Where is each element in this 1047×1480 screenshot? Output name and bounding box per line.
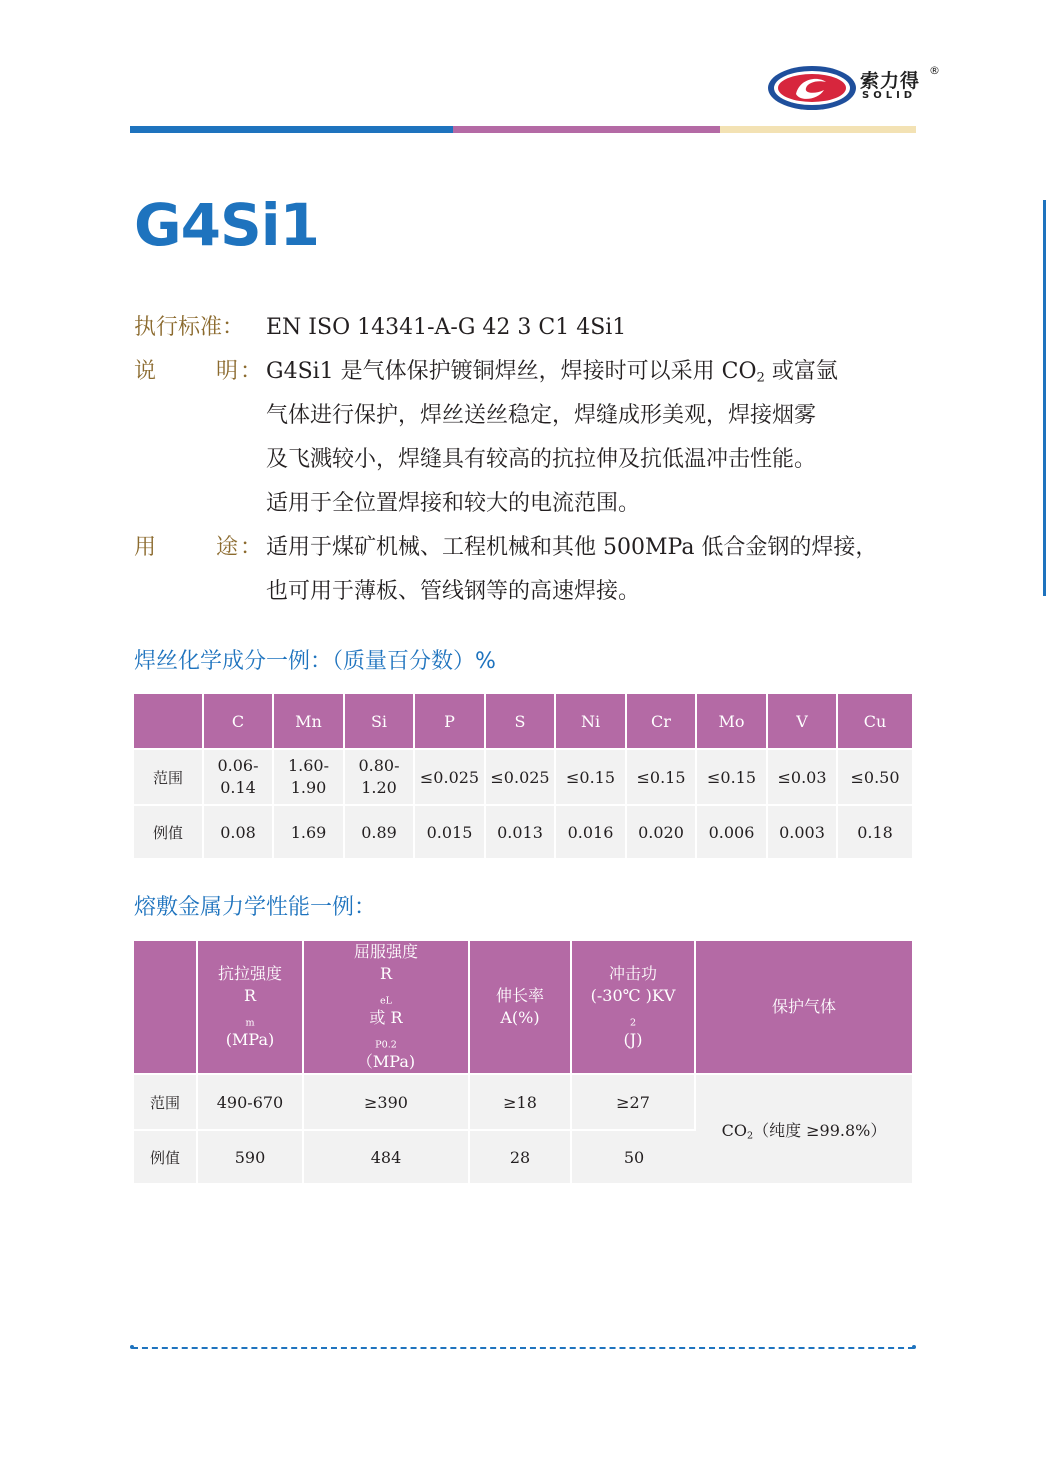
mech-col-yield-r1: R bbox=[379, 964, 393, 983]
mech-col-elongation-unit: A(%) bbox=[500, 1008, 540, 1027]
chem-range-ni: ≤0.15 bbox=[556, 748, 627, 804]
brand-logo bbox=[766, 62, 946, 112]
mech-col-impact bbox=[572, 941, 696, 1073]
standard-value: EN ISO 14341-A-G 42 3 C1 4Si1 bbox=[266, 315, 627, 340]
mech-col-tensile-sub: m bbox=[245, 1017, 255, 1029]
chem-example-cu: 0.18 bbox=[838, 804, 912, 858]
chem-col-si: Si bbox=[345, 694, 415, 748]
mech-col-tensile-cn: 抗拉强度 bbox=[217, 964, 282, 983]
mech-gas-purity: （纯度 ≥99.8%） bbox=[753, 1120, 887, 1140]
chem-col-mn: Mn bbox=[274, 694, 345, 748]
mech-example-label: 例值 bbox=[134, 1129, 198, 1183]
mech-gas-sub: 2 bbox=[746, 1129, 754, 1141]
standard-label: 执行标准： bbox=[134, 315, 245, 340]
mech-example-impact: 50 bbox=[572, 1129, 696, 1183]
mech-example-yield: 484 bbox=[304, 1129, 470, 1183]
chem-example-v: 0.003 bbox=[768, 804, 838, 858]
chem-col-s: S bbox=[486, 694, 556, 748]
mech-range-elongation: ≥18 bbox=[470, 1073, 572, 1129]
chem-range-label: 范围 bbox=[134, 748, 204, 804]
mech-col-tensile-unit bbox=[198, 985, 302, 1051]
table-row bbox=[134, 748, 912, 804]
mech-gas-co: CO bbox=[721, 1120, 747, 1140]
mech-col-elongation bbox=[470, 941, 572, 1073]
mech-col-yield-sub1: eL bbox=[379, 995, 393, 1007]
chem-example-si: 0.89 bbox=[345, 804, 415, 858]
chem-range-v: ≤0.03 bbox=[768, 748, 838, 804]
chem-range-cu: ≤0.50 bbox=[838, 748, 912, 804]
mech-col-tensile-mpa: (MPa) bbox=[225, 1030, 275, 1049]
mech-gas-value bbox=[696, 1073, 912, 1183]
mech-col-gas: 保护气体 bbox=[696, 941, 912, 1073]
co2-subscript: 2 bbox=[756, 370, 765, 386]
mech-col-tensile bbox=[198, 941, 304, 1073]
mech-col-yield-mpa: （MPa) bbox=[356, 1052, 416, 1071]
usage-label-char1: 用 bbox=[134, 535, 157, 560]
mech-heading: 熔敷金属力学性能一例： bbox=[134, 895, 377, 920]
usage-label-colon: ： bbox=[240, 535, 263, 560]
chem-table bbox=[134, 694, 912, 858]
description-text bbox=[266, 350, 916, 526]
chem-example-cr: 0.020 bbox=[627, 804, 697, 858]
mech-example-elongation: 28 bbox=[470, 1129, 572, 1183]
footer-divider-dot-right bbox=[912, 1345, 916, 1349]
mech-col-impact-sub: 2 bbox=[629, 1017, 637, 1029]
usage-text bbox=[266, 526, 916, 614]
mech-col-elongation-cn: 伸长率 bbox=[495, 986, 544, 1005]
chem-range-mn-max: 1.90 bbox=[290, 778, 327, 797]
mech-range-tensile: 490-670 bbox=[198, 1073, 304, 1129]
chem-range-c-min: 0.06- bbox=[217, 756, 259, 775]
chem-col-cr: Cr bbox=[627, 694, 697, 748]
chem-range-si-min: 0.80- bbox=[358, 756, 400, 775]
chem-range-si bbox=[345, 748, 415, 804]
usage-label bbox=[134, 526, 263, 570]
chem-heading: 焊丝化学成分一例：（质量百分数）% bbox=[134, 649, 496, 674]
chem-header-blank bbox=[134, 694, 204, 748]
footer-dashed-divider bbox=[132, 1347, 914, 1349]
chem-col-cu: Cu bbox=[838, 694, 912, 748]
mech-col-yield-cn: 屈服强度 bbox=[353, 942, 418, 961]
description-label-char1: 说 bbox=[134, 359, 157, 384]
mech-range-label: 范围 bbox=[134, 1073, 198, 1129]
mech-header-row bbox=[134, 941, 912, 1073]
mech-example-tensile: 590 bbox=[198, 1129, 304, 1183]
description-label bbox=[134, 350, 263, 394]
chem-col-mo: Mo bbox=[697, 694, 768, 748]
chem-range-cr: ≤0.15 bbox=[627, 748, 697, 804]
chem-example-c: 0.08 bbox=[204, 804, 274, 858]
description-label-char2: 明 bbox=[216, 359, 239, 384]
chem-example-mn: 1.69 bbox=[274, 804, 345, 858]
brand-name-cn: 索力得 bbox=[860, 70, 921, 92]
chem-range-s: ≤0.025 bbox=[486, 748, 556, 804]
chem-range-mo: ≤0.15 bbox=[697, 748, 768, 804]
mech-col-yield bbox=[304, 941, 470, 1073]
usage-line-1: 适用于煤矿机械、工程机械和其他 500MPa 低合金钢的焊接， bbox=[266, 535, 878, 560]
chem-example-p: 0.015 bbox=[415, 804, 486, 858]
chem-range-c bbox=[204, 748, 274, 804]
mech-col-yield-or: 或 R bbox=[369, 1008, 403, 1027]
description-line-1 bbox=[266, 350, 916, 394]
header-bar-cream bbox=[720, 126, 916, 133]
mech-col-impact-unit bbox=[572, 985, 694, 1051]
mech-col-yield-unit bbox=[304, 963, 468, 1073]
usage-label-char2: 途 bbox=[216, 535, 239, 560]
table-row bbox=[134, 804, 912, 858]
footer-divider-dot-left bbox=[130, 1345, 134, 1349]
chem-range-c-max: 0.14 bbox=[220, 778, 256, 797]
mech-col-impact-cn: 冲击功 bbox=[608, 964, 657, 983]
chem-range-p: ≤0.025 bbox=[415, 748, 486, 804]
description-line-1-b: 或富氩 bbox=[764, 359, 838, 384]
chem-example-ni: 0.016 bbox=[556, 804, 627, 858]
chem-example-label: 例值 bbox=[134, 804, 204, 858]
mech-header-blank bbox=[134, 941, 198, 1073]
chem-col-c: C bbox=[204, 694, 274, 748]
chem-example-s: 0.013 bbox=[486, 804, 556, 858]
chem-range-si-max: 1.20 bbox=[361, 778, 397, 797]
description-line-3: 及飞溅较小，焊缝具有较高的抗拉伸及抗低温冲击性能。 bbox=[266, 447, 817, 472]
mech-range-impact: ≥27 bbox=[572, 1073, 696, 1129]
chem-header-row bbox=[134, 694, 912, 748]
mech-range-yield: ≥390 bbox=[304, 1073, 470, 1129]
chem-range-mn bbox=[274, 748, 345, 804]
chem-col-ni: Ni bbox=[556, 694, 627, 748]
brand-name-en: SOLID bbox=[862, 90, 917, 101]
description-label-colon: ： bbox=[240, 359, 263, 384]
chem-example-mo: 0.006 bbox=[697, 804, 768, 858]
chem-col-v: V bbox=[768, 694, 838, 748]
chem-col-p: P bbox=[415, 694, 486, 748]
mech-col-impact-j: (J) bbox=[623, 1030, 643, 1049]
table-row bbox=[134, 1073, 912, 1129]
chem-range-mn-min: 1.60- bbox=[287, 756, 330, 775]
description-line-4: 适用于全位置焊接和较大的电流范围。 bbox=[266, 491, 641, 516]
description-line-1-a: G4Si1 是气体保护镀铜焊丝，焊接时可以采用 CO bbox=[266, 359, 757, 384]
header-bar-blue bbox=[130, 126, 453, 133]
mech-col-yield-sub2: P0.2 bbox=[375, 1039, 397, 1051]
description-line-2: 气体进行保护，焊丝送丝稳定，焊缝成形美观，焊接烟雾 bbox=[266, 403, 817, 428]
side-accent-line bbox=[1043, 200, 1046, 596]
usage-line-2: 也可用于薄板、管线钢等的高速焊接。 bbox=[266, 579, 641, 604]
registered-mark: ® bbox=[929, 64, 940, 77]
solid-brand-logo-icon bbox=[766, 64, 858, 112]
mech-col-tensile-r: R bbox=[243, 986, 257, 1005]
mech-col-impact-kv: (-30℃ )KV bbox=[590, 986, 676, 1005]
page-title: G4Si1 bbox=[134, 191, 319, 259]
mech-table bbox=[134, 941, 912, 1183]
header-bar-purple bbox=[453, 126, 720, 133]
